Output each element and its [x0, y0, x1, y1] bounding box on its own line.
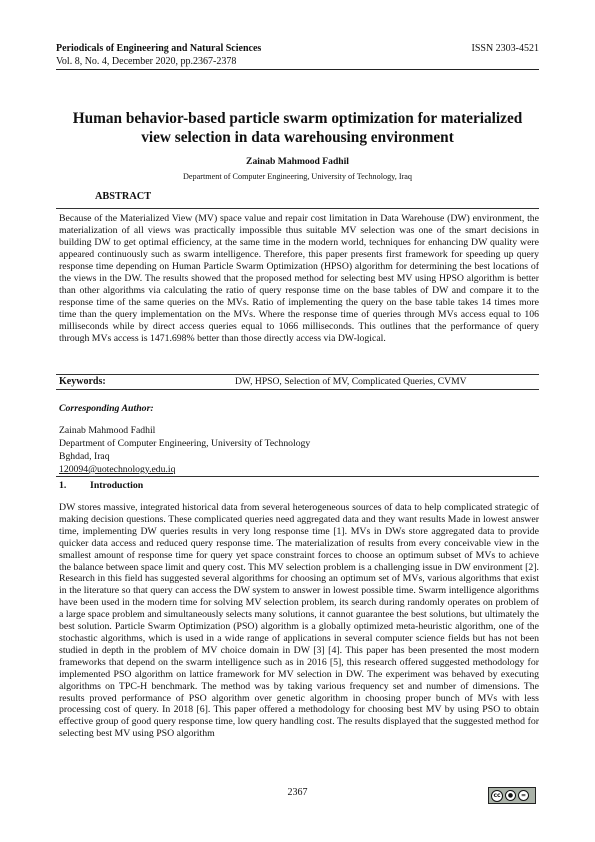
corresponding-name: Zainab Mahmood Fadhil [59, 425, 156, 436]
abstract-top-rule [56, 208, 539, 209]
paper-title: Human behavior-based particle swarm optimization for materialized view selection in data warehousing environment [72, 110, 523, 146]
by-icon: ● [505, 790, 516, 801]
header-rule [56, 69, 539, 70]
corresponding-heading: Corresponding Author: [59, 403, 154, 414]
corresponding-email-line [59, 464, 175, 475]
journal-volume: Vol. 8, No. 4, December 2020, pp.2367-2378 [56, 56, 237, 67]
keywords-top-rule [56, 374, 539, 375]
issn: ISSN 2303-4521 [471, 43, 539, 54]
author-affiliation: Department of Computer Engineering, University of Technology, Iraq [182, 172, 413, 181]
corresponding-city: Bghdad, Iraq [59, 451, 110, 462]
cc-icon: cc [491, 790, 503, 802]
corresponding-email-link[interactable]: 120094@uotechnology.edu.iq [59, 464, 176, 475]
abstract-heading: ABSTRACT [95, 191, 152, 202]
journal-name: Periodicals of Engineering and Natural Sciences [56, 43, 262, 54]
equals-icon: = [518, 790, 529, 801]
cc-license-badge[interactable] [488, 787, 536, 804]
corresponding-dept: Department of Computer Engineering, University of Technology [59, 438, 311, 449]
section-number: 1. [59, 480, 67, 491]
corresponding-bottom-rule [56, 476, 539, 477]
page-number: 2367 [287, 787, 308, 798]
keywords-text: DW, HPSO, Selection of MV, Complicated Queries, CVMV [235, 376, 467, 387]
body-text: DW stores massive, integrated historical data from several heterogeneous sources of data to help complicated strategic of making decision questions. These complicated queries need aggregated data and they want results Made in lowest answer time, implementing DW queries results in very long response time [1]. MVs in DWs store aggregated data to provide quicker data access and reduced query response time. The materialization of results from every conceivable view in the smallest amount of response time for query yet space constraint forces to choose an optimum subset of MVs to achieve the balance between space limit and query cost. This MV selection problem is a challenging issue in DW environment [2]. Research in this field has suggested several algorithms for choosing an optimum set of MVs, various algorithms that exist in the literature so that query can access the DW system to answer in lowest possible time. Swarm intelligence algorithms have been used in the modern time for solving MV selection problem, its search during randomly operates on problem of a large space problem and simultaneously selects many solutions, it cannot guarantee the best solutions, but ultimately the best solution. Particle Swarm Optimization (PSO) algorithm is a globally optimized meta-heuristic algorithm, one of the stochastic algorithms, which is used in a wide range of applications in several computer science fields but has not been studied in depth in the problem of MV choice domain in DW [3] [4]. This paper has been presented the most modern frameworks that depend on the swarm intelligence such as in 2016 [5], this research offered suggested methodology for implemented PSO algorithm on lattice framework for MV selection in DW. The experiment was behaved by executing algorithms on TPC-H benchmark. The method was by taking various frequency set and number of dimensions. The results proved performance of PSO algorithm over genetic algorithm in choosing proper bunch of MVs with less processing cost of query. In 2018 [6]. This paper offered a methodology for choosing best MV by using PSO to obtain effective group of good query response time, low query handling cost. The results displayed that the suggested method for selecting best MV using PSO algorithm [59, 502, 539, 740]
keywords-bottom-rule [56, 389, 539, 390]
author-name: Zainab Mahmood Fadhil [246, 156, 349, 167]
abstract-text: Because of the Materialized View (MV) space value and repair cost limitation in Data Warehouse (DW) environment, the materialization of all views was practically impossible thus suitable MV selection was one of the smart decisions in building DW to get optimal efficiency, at the same time in the modern world, techniques for enhancing DW quality were appeared continuously such as swarm intelligence. Therefore, this paper presents first framework for speeding up query response time depending on Human Particle Swarm Optimization (HPSO) algorithm for determining the best locations of the views in the DW. The results showed that the proposed method for selecting best MV using HPSO algorithm is better than other algorithms via calculating the ratio of query response time on the base tables of DW and compare it to the response time of the same queries on the MVs. Ratio of implementing the query on the base table takes 14 times more time than the query implementation on the MVs. Where the response time of queries through MVs access equal to 106 milliseconds while by direct access queries equal to 1066 milliseconds. This outlines that the performance of query through MVs access is 1471.698% better than those directly access via DW-logical. [59, 213, 539, 344]
keywords-label: Keywords: [59, 376, 106, 387]
section-title: Introduction [90, 480, 144, 491]
